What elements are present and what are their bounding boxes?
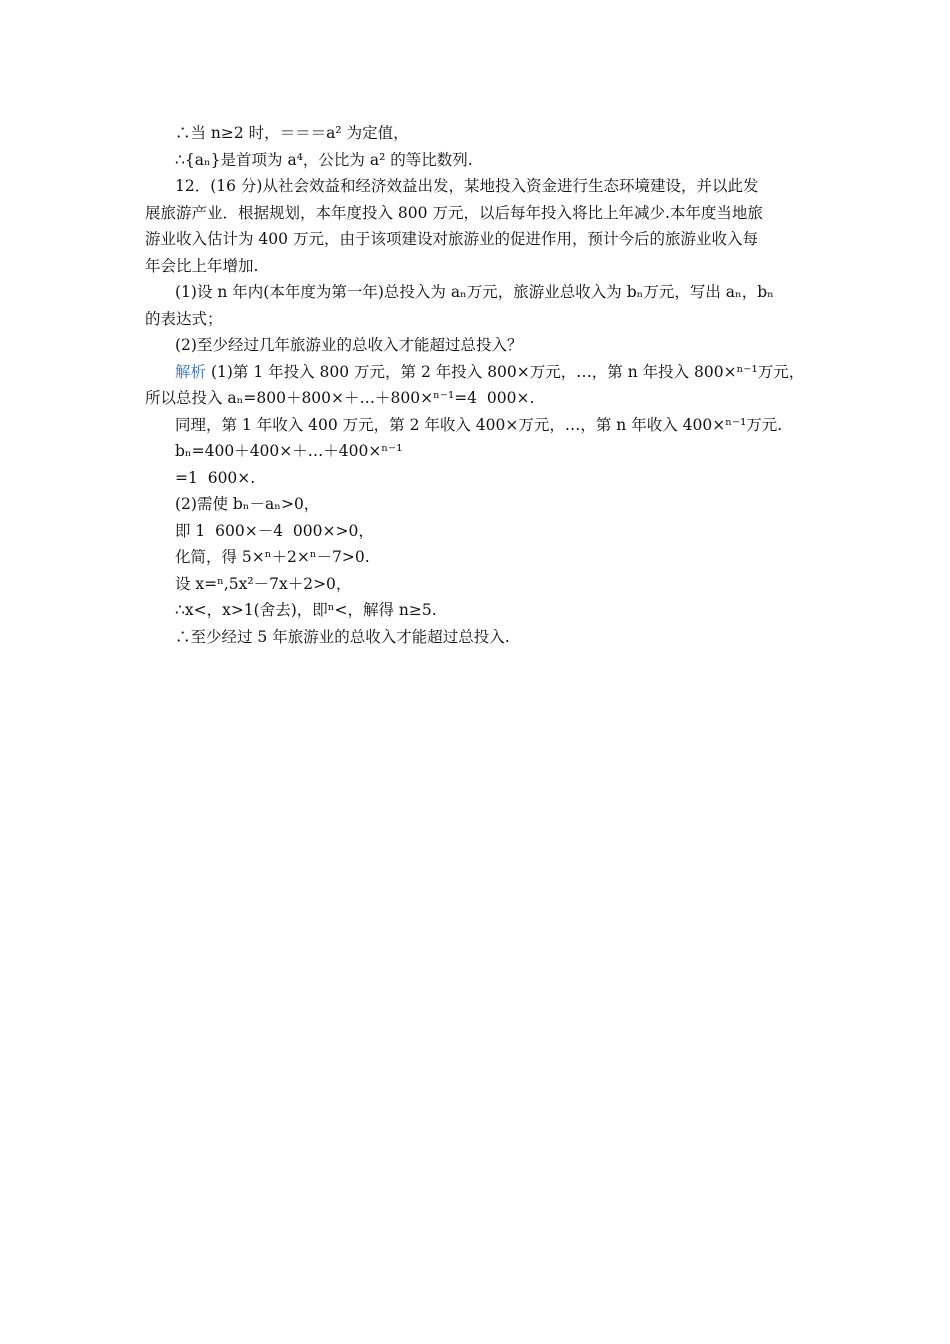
text-line <box>145 226 810 253</box>
solution-label: 解析 <box>175 362 207 381</box>
line-text: ∴至少经过 5 年旅游业的总收入才能超过总投入. <box>175 627 510 646</box>
line-text: bₙ=400＋400×＋…＋400×ⁿ⁻¹ <box>175 442 403 460</box>
text-line <box>145 412 810 439</box>
text-line <box>145 173 810 200</box>
line-text: 游业收入估计为 400 万元，由于该项建设对旅游业的促进作用，预计今后的旅游业收入每 <box>145 230 758 248</box>
text-line <box>145 332 810 359</box>
text-line <box>145 544 810 571</box>
line-text: (2)需使 bₙ－aₙ>0， <box>175 495 320 513</box>
line-text: =1 600×. <box>175 468 256 487</box>
line-text: 化简，得 5×ⁿ＋2×ⁿ－7>0. <box>175 548 370 566</box>
text-line <box>145 120 810 147</box>
text-line <box>145 518 810 545</box>
line-text: 年会比上年增加. <box>145 256 259 275</box>
line-text: ∴{aₙ}是首项为 a⁴，公比为 a² 的等比数列. <box>175 150 473 169</box>
line-text: (1)设 n 年内(本年度为第一年)总投入为 aₙ万元，旅游业总收入为 bₙ万元，写出 aₙ，bₙ <box>175 283 774 301</box>
line-text: 所以总投入 aₙ=800＋800×＋…＋800×ⁿ⁻¹=4 000×. <box>145 389 535 407</box>
text-line <box>145 200 810 227</box>
document-body <box>145 120 810 650</box>
line-text: (2)至少经过几年旅游业的总收入才能超过总投入？ <box>175 336 523 354</box>
text-line <box>145 147 810 174</box>
text-line <box>145 438 810 465</box>
text-line <box>145 571 810 598</box>
line-text: 的表达式； <box>145 309 223 328</box>
text-line <box>145 306 810 333</box>
text-line <box>145 491 810 518</box>
line-text: ∴当 n≥2 时，＝＝＝a² 为定值， <box>175 124 409 142</box>
text-line <box>145 624 810 651</box>
line-text: 同理，第 1 年收入 400 万元，第 2 年收入 400×万元，…，第 n 年收入 400×ⁿ⁻¹万元. <box>175 415 783 434</box>
text-line <box>145 359 810 386</box>
line-text: 即 1 600×－4 000×>0， <box>175 521 374 540</box>
text-line <box>145 597 810 624</box>
line-text: 12．(16 分)从社会效益和经济效益出发，某地投入资金进行生态环境建设，并以此发 <box>175 177 759 195</box>
line-text: 设 x=ⁿ,5x²－7x＋2>0， <box>175 574 352 593</box>
text-line <box>145 385 810 412</box>
line-text: 展旅游产业．根据规划，本年度投入 800 万元，以后每年投入将比上年减少.本年度当地旅 <box>145 203 763 222</box>
line-text: ∴x<，x>1(舍去)，即ⁿ<，解得 n≥5. <box>175 601 437 619</box>
text-line <box>145 253 810 280</box>
text-line <box>145 279 810 306</box>
line-text: (1)第 1 年投入 800 万元，第 2 年投入 800×万元，…，第 n 年投入 800×ⁿ⁻¹万元， <box>206 362 805 381</box>
text-line <box>145 465 810 492</box>
